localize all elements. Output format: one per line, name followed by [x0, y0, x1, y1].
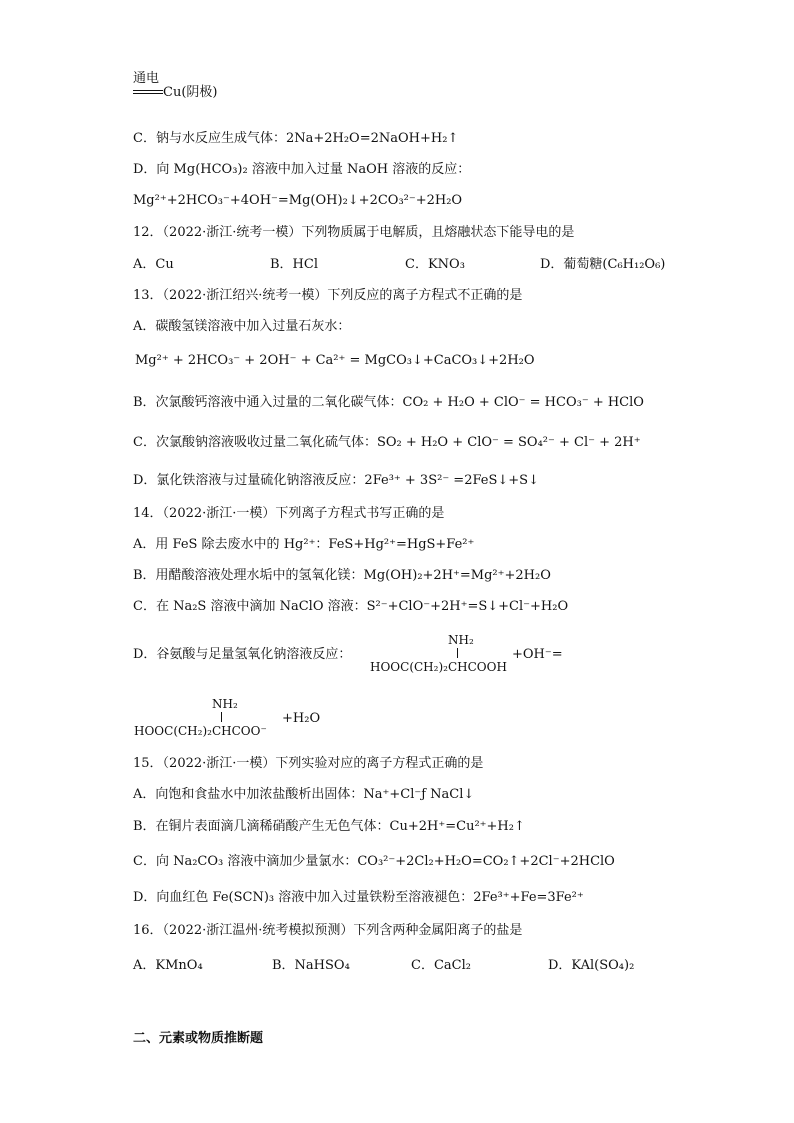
q15-option-a[interactable]: A．向饱和食盐水中加浓盐酸析出固体：Na⁺+Cl⁻ƒ NaCl↓	[133, 787, 475, 802]
q15-option-c[interactable]: C．向 Na₂CO₃ 溶液中滴加少量氯水：CO₃²⁻+2Cl₂+H₂O=CO₂↑+2Cl⁻+2HClO	[133, 854, 615, 869]
product-bond	[221, 712, 222, 722]
reactant-bond	[457, 648, 458, 658]
q14-option-b[interactable]: B．用醋酸溶液处理水垢中的氢氧化镁：Mg(OH)₂+2H⁺=Mg²⁺+2H₂O	[133, 568, 551, 583]
q16-option-a[interactable]: A．KMnO₄	[133, 958, 203, 973]
q13-option-a-equation: Mg²⁺ + 2HCO₃⁻ + 2OH⁻ + Ca²⁺ = MgCO₃↓+CaCO₃↓+2H₂O	[135, 353, 535, 368]
q12-option-d[interactable]: D．葡萄糖(C₆H₁₂O₆)	[540, 257, 666, 272]
q16-option-b[interactable]: B．NaHSO₄	[272, 958, 350, 973]
q13-option-b[interactable]: B．次氯酸钙溶液中通入过量的二氧化碳气体：CO₂ + H₂O + ClO⁻ = HCO₃⁻ + HClO	[133, 395, 644, 410]
q13-option-c[interactable]: C．次氯酸钠溶液吸收过量二氧化硫气体：SO₂ + H₂O + ClO⁻ = SO₄²⁻ + Cl⁻ + 2H⁺	[133, 435, 641, 450]
q13-option-d[interactable]: D．氯化铁溶液与过量硫化钠溶液反应：2Fe³⁺ + 3S²⁻ =2FeS↓+S↓	[133, 473, 539, 488]
equals-bar	[133, 90, 163, 91]
product-formula: HOOC(CH₂)₂CHCOO⁻	[134, 724, 267, 738]
hydroxide-plus: +OH⁻=	[512, 647, 563, 662]
q12-option-c[interactable]: C．KNO₃	[405, 257, 465, 272]
tong-dian-label: 通电	[133, 71, 160, 86]
product-water: +H₂O	[282, 711, 321, 726]
q14-option-a[interactable]: A．用 FeS 除去废水中的 Hg²⁺：FeS+Hg²⁺=HgS+Fe²⁺	[133, 537, 475, 552]
q15-stem: 15．（2022·浙江·一模）下列实验对应的离子方程式正确的是	[133, 756, 484, 771]
reactant-formula: HOOC(CH₂)₂CHCOOH	[370, 660, 507, 674]
q16-option-c[interactable]: C．CaCl₂	[411, 958, 471, 973]
q12-option-a[interactable]: A．Cu	[133, 257, 174, 272]
q14-option-c[interactable]: C．在 Na₂S 溶液中滴加 NaClO 溶液：S²⁻+ClO⁻+2H⁺=S↓+Cl⁻+H₂O	[133, 599, 569, 614]
q13-stem: 13．（2022·浙江绍兴·统考一模）下列反应的离子方程式不正确的是	[133, 288, 523, 303]
q14-stem: 14．（2022·浙江·一模）下列离子方程式书写正确的是	[133, 506, 445, 521]
option-c-na: C．钠与水反应生成气体：2Na+2H₂O=2NaOH+H₂↑	[133, 131, 459, 146]
product-nh2: NH₂	[212, 697, 238, 711]
q16-option-d[interactable]: D．KAl(SO₄)₂	[548, 958, 635, 973]
equals-bar	[133, 93, 163, 94]
cu-cathode: Cu(阴极)	[163, 85, 218, 100]
q12-option-b[interactable]: B．HCl	[270, 257, 318, 272]
q14-option-d[interactable]: D．谷氨酸与足量氢氧化钠溶液反应：	[133, 647, 352, 662]
option-d-mg-intro: D．向 Mg(HCO₃)₂ 溶液中加入过量 NaOH 溶液的反应：	[133, 162, 471, 177]
option-d-mg-equation: Mg²⁺+2HCO₃⁻+4OH⁻=Mg(OH)₂↓+2CO₃²⁻+2H₂O	[133, 193, 463, 208]
q15-option-d[interactable]: D．向血红色 Fe(SCN)₃ 溶液中加入过量铁粉至溶液褪色：2Fe³⁺+Fe=3Fe²⁺	[133, 890, 584, 905]
q16-stem: 16．（2022·浙江温州·统考模拟预测）下列含两种金属阳离子的盐是	[133, 923, 523, 938]
q13-option-a[interactable]: A．碳酸氢镁溶液中加入过量石灰水：	[133, 319, 351, 334]
q15-option-b[interactable]: B．在铜片表面滴几滴稀硝酸产生无色气体：Cu+2H⁺=Cu²⁺+H₂↑	[133, 819, 525, 834]
reactant-nh2: NH₂	[448, 633, 474, 647]
q12-stem: 12．（2022·浙江·统考一模）下列物质属于电解质，且熔融状态下能导电的是	[133, 225, 575, 240]
section-title: 二、元素或物质推断题	[133, 1031, 264, 1046]
